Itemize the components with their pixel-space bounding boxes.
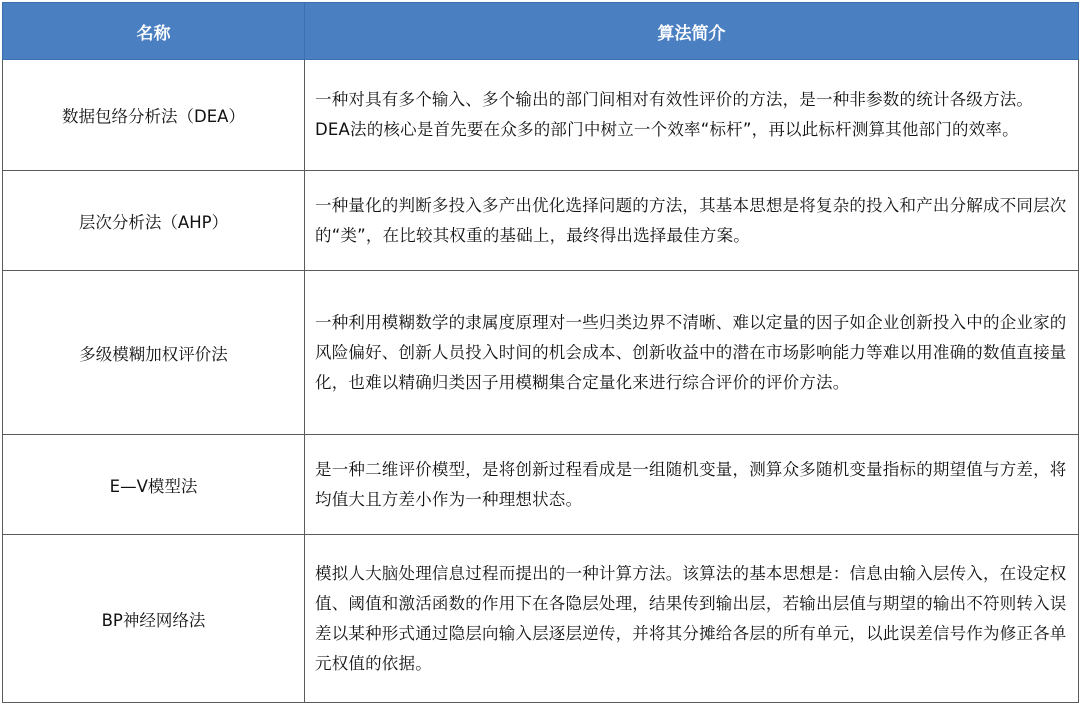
table-row (3, 535, 1079, 703)
algorithm-description: 一种对具有多个输入、多个输出的部门间相对有效性评价的方法，是一种非参数的统计各级方法。DEA法的核心是首先要在众多的部门中树立一个效率“标杆”，再以此标杆测算其他部门的效率。 (305, 60, 1079, 171)
algorithm-table (2, 2, 1079, 703)
algorithm-name: 层次分析法（AHP） (3, 171, 305, 271)
header-name: 名称 (3, 3, 305, 60)
table-row (3, 435, 1079, 535)
algorithm-name: 多级模糊加权评价法 (3, 271, 305, 435)
table-row (3, 271, 1079, 435)
table-row (3, 171, 1079, 271)
algorithm-name: 数据包络分析法（DEA） (3, 60, 305, 171)
algorithm-description: 是一种二维评价模型，是将创新过程看成是一组随机变量，测算众多随机变量指标的期望值与方差，将均值大且方差小作为一种理想状态。 (305, 435, 1079, 535)
table-row (3, 60, 1079, 171)
algorithm-description: 一种利用模糊数学的隶属度原理对一些归类边界不清晰、难以定量的因子如企业创新投入中的企业家的风险偏好、创新人员投入时间的机会成本、创新收益中的潜在市场影响能力等难以用准确的数值直接量化，也难以精确归类因子用模糊集合定量化来进行综合评价的评价方法。 (305, 271, 1079, 435)
header-row (3, 3, 1079, 60)
algorithm-description: 模拟人大脑处理信息过程而提出的一种计算方法。该算法的基本思想是：信息由输入层传入，在设定权值、阈值和激活函数的作用下在各隐层处理，结果传到输出层，若输出层值与期望的输出不符则转入误差以某种形式通过隐层向输入层逐层逆传，并将其分摊给各层的所有单元，以此误差信号作为修正各单元权值的依据。 (305, 535, 1079, 703)
algorithm-name: E—V模型法 (3, 435, 305, 535)
header-description: 算法简介 (305, 3, 1079, 60)
algorithm-description: 一种量化的判断多投入多产出优化选择问题的方法，其基本思想是将复杂的投入和产出分解成不同层次的“类”，在比较其权重的基础上，最终得出选择最佳方案。 (305, 171, 1079, 271)
algorithm-name: BP神经网络法 (3, 535, 305, 703)
